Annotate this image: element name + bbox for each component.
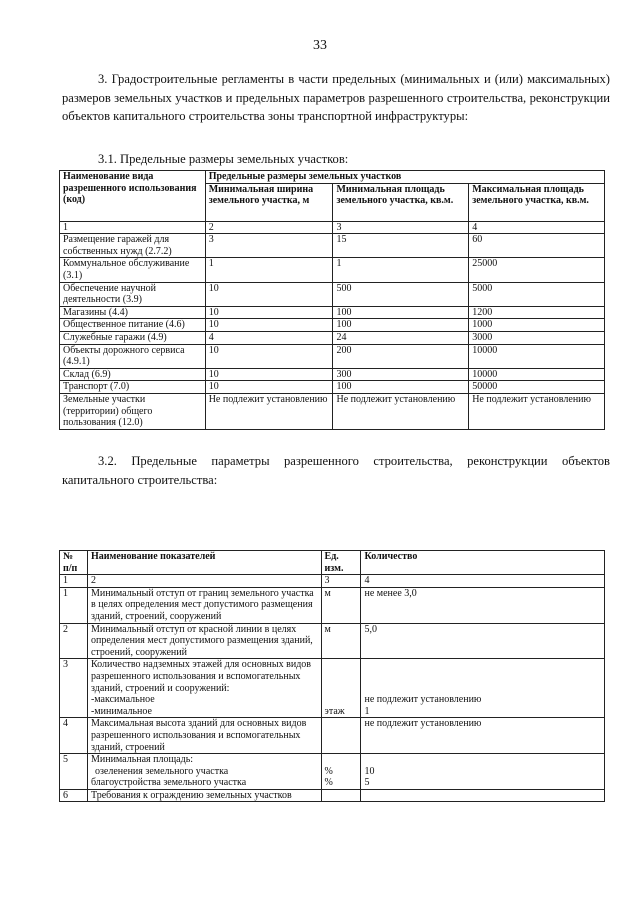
table1-num-cell: 3 bbox=[333, 221, 469, 234]
indicator-name-line: Минимальная площадь: bbox=[90, 754, 194, 766]
table2-header-name: Наименование показателей bbox=[87, 551, 321, 575]
row-number: 3 bbox=[60, 659, 88, 718]
table-row bbox=[60, 393, 605, 429]
quantity-line: не подлежит установлению bbox=[364, 694, 482, 706]
use-type-cell: Земельные участки (территории) общего пользования (12.0) bbox=[60, 393, 206, 429]
max-area-cell: 10000 bbox=[469, 368, 605, 381]
use-type-cell: Транспорт (7.0) bbox=[60, 381, 206, 394]
unit-cell bbox=[321, 789, 361, 802]
table2-num-cell: 4 bbox=[361, 575, 605, 588]
min-width-cell: 10 bbox=[205, 344, 333, 368]
table-row bbox=[60, 344, 605, 368]
use-type-cell: Размещение гаражей для собственных нужд (2.7.2) bbox=[60, 234, 206, 258]
table1-num-cell: 4 bbox=[469, 221, 605, 234]
max-area-cell: 5000 bbox=[469, 282, 605, 306]
indicator-name bbox=[87, 659, 321, 718]
table-row bbox=[60, 587, 605, 623]
indicator-name: Максимальная высота зданий для основных видов разрешенного использования и вспомогательных зданий, строений bbox=[87, 718, 321, 754]
quantity-line: 1 bbox=[364, 705, 370, 717]
construction-params-table bbox=[59, 550, 605, 802]
quantity-line: 10 bbox=[364, 765, 375, 777]
quantity-cell: 5,0 bbox=[361, 623, 605, 659]
min-area-cell: 1 bbox=[333, 258, 469, 282]
max-area-cell: 25000 bbox=[469, 258, 605, 282]
min-area-cell: 24 bbox=[333, 331, 469, 344]
min-area-cell: 15 bbox=[333, 234, 469, 258]
table-row bbox=[60, 718, 605, 754]
section-3-text: 3. Градостроительные регламенты в части предельных (минимальных и (или) максимальных) размеров земельных участков и предельных параметров разрешенного строительства, реконструкции объектов капитального строительства зоны транспортной инфраструктуры: bbox=[62, 72, 610, 123]
table-row bbox=[60, 381, 605, 394]
max-area-cell: Не подлежит установлению bbox=[469, 393, 605, 429]
indicator-name-line: Количество надземных этажей для основных видов разрешенного использования и вспомогательных зданий, строений и сооружений: bbox=[90, 659, 311, 694]
min-area-cell: 200 bbox=[333, 344, 469, 368]
table2-header-qty: Количество bbox=[361, 551, 605, 575]
indicator-name-line: -минимальное bbox=[90, 705, 152, 717]
indicator-name-line: озеленения земельного участка bbox=[94, 765, 229, 777]
min-area-cell: 300 bbox=[333, 368, 469, 381]
table2-header-unit: Ед. изм. bbox=[321, 551, 361, 575]
indicator-name-line: -максимальное bbox=[90, 694, 155, 706]
min-width-cell: Не подлежит установлению bbox=[205, 393, 333, 429]
unit-cell: этаж bbox=[321, 659, 361, 718]
use-type-cell: Общественное питание (4.6) bbox=[60, 319, 206, 332]
unit-line: % bbox=[324, 765, 333, 777]
min-area-cell: 100 bbox=[333, 381, 469, 394]
quantity-cell: не менее 3,0 bbox=[361, 587, 605, 623]
max-area-cell: 50000 bbox=[469, 381, 605, 394]
min-width-cell: 10 bbox=[205, 282, 333, 306]
min-area-cell: 100 bbox=[333, 319, 469, 332]
unit-cell: м bbox=[321, 623, 361, 659]
quantity-cell bbox=[361, 754, 605, 790]
land-plot-sizes-table bbox=[59, 170, 605, 430]
max-area-cell: 3000 bbox=[469, 331, 605, 344]
table1-col1-header: Наименование вида разрешенного использования (код) bbox=[60, 171, 206, 222]
quantity-cell bbox=[361, 659, 605, 718]
min-area-cell: 100 bbox=[333, 306, 469, 319]
page-number: 33 bbox=[313, 38, 327, 53]
table2-num-cell: 1 bbox=[60, 575, 88, 588]
use-type-cell: Коммунальное обслуживание (3.1) bbox=[60, 258, 206, 282]
quantity-line: 5 bbox=[364, 777, 370, 789]
table-row bbox=[60, 368, 605, 381]
table1-col4-header: Максимальная площадь земельного участка, кв.м. bbox=[469, 183, 605, 221]
indicator-name: Требования к ограждению земельных участков bbox=[87, 789, 321, 802]
min-area-cell: 500 bbox=[333, 282, 469, 306]
table1-col3-header: Минимальная площадь земельного участка, кв.м. bbox=[333, 183, 469, 221]
table1-col2-header: Минимальная ширина земельного участка, м bbox=[205, 183, 333, 221]
section-3-1-title: 3.1. Предельные размеры земельных участков: bbox=[98, 152, 349, 166]
table-row bbox=[60, 331, 605, 344]
indicator-name: Минимальный отступ от границ земельного участка в целях определения мест допустимого размещения зданий, строений, сооружений bbox=[87, 587, 321, 623]
unit-cell: м bbox=[321, 587, 361, 623]
min-width-cell: 10 bbox=[205, 306, 333, 319]
table1-num-cell: 1 bbox=[60, 221, 206, 234]
row-number: 4 bbox=[60, 718, 88, 754]
table2-header-number: № п/п bbox=[60, 551, 88, 575]
indicator-name bbox=[87, 754, 321, 790]
unit-cell bbox=[321, 754, 361, 790]
use-type-cell: Служебные гаражи (4.9) bbox=[60, 331, 206, 344]
section-3-2-text: 3.2. Предельные параметры разрешенного строительства, реконструкции объектов капитального строительства: bbox=[62, 454, 610, 487]
row-number: 1 bbox=[60, 587, 88, 623]
table-row bbox=[60, 234, 605, 258]
table-row bbox=[60, 319, 605, 332]
table1-group-header: Предельные размеры земельных участков bbox=[205, 171, 604, 184]
row-number: 5 bbox=[60, 754, 88, 790]
table-row bbox=[60, 754, 605, 790]
max-area-cell: 1000 bbox=[469, 319, 605, 332]
min-width-cell: 3 bbox=[205, 234, 333, 258]
min-width-cell: 10 bbox=[205, 368, 333, 381]
min-width-cell: 1 bbox=[205, 258, 333, 282]
unit-line: % bbox=[324, 777, 333, 789]
table-row bbox=[60, 282, 605, 306]
table2-num-cell: 2 bbox=[87, 575, 321, 588]
row-number: 2 bbox=[60, 623, 88, 659]
max-area-cell: 10000 bbox=[469, 344, 605, 368]
quantity-cell: не подлежит установлению bbox=[361, 718, 605, 754]
use-type-cell: Объекты дорожного сервиса (4.9.1) bbox=[60, 344, 206, 368]
table2-num-cell: 3 bbox=[321, 575, 361, 588]
use-type-cell: Склад (6.9) bbox=[60, 368, 206, 381]
indicator-name: Минимальный отступ от красной линии в целях определения мест допустимого размещения зданий, строений, сооружений bbox=[87, 623, 321, 659]
row-number: 6 bbox=[60, 789, 88, 802]
use-type-cell: Обеспечение научной деятельности (3.9) bbox=[60, 282, 206, 306]
min-width-cell: 10 bbox=[205, 319, 333, 332]
max-area-cell: 1200 bbox=[469, 306, 605, 319]
table-row bbox=[60, 258, 605, 282]
min-width-cell: 10 bbox=[205, 381, 333, 394]
table1-num-cell: 2 bbox=[205, 221, 333, 234]
max-area-cell: 60 bbox=[469, 234, 605, 258]
min-area-cell: Не подлежит установлению bbox=[333, 393, 469, 429]
use-type-cell: Магазины (4.4) bbox=[60, 306, 206, 319]
table-row bbox=[60, 659, 605, 718]
table-row bbox=[60, 789, 605, 802]
table-row bbox=[60, 306, 605, 319]
table-row bbox=[60, 623, 605, 659]
indicator-name-line: благоустройства земельного участка bbox=[90, 777, 247, 789]
min-width-cell: 4 bbox=[205, 331, 333, 344]
unit-cell bbox=[321, 718, 361, 754]
quantity-cell bbox=[361, 789, 605, 802]
